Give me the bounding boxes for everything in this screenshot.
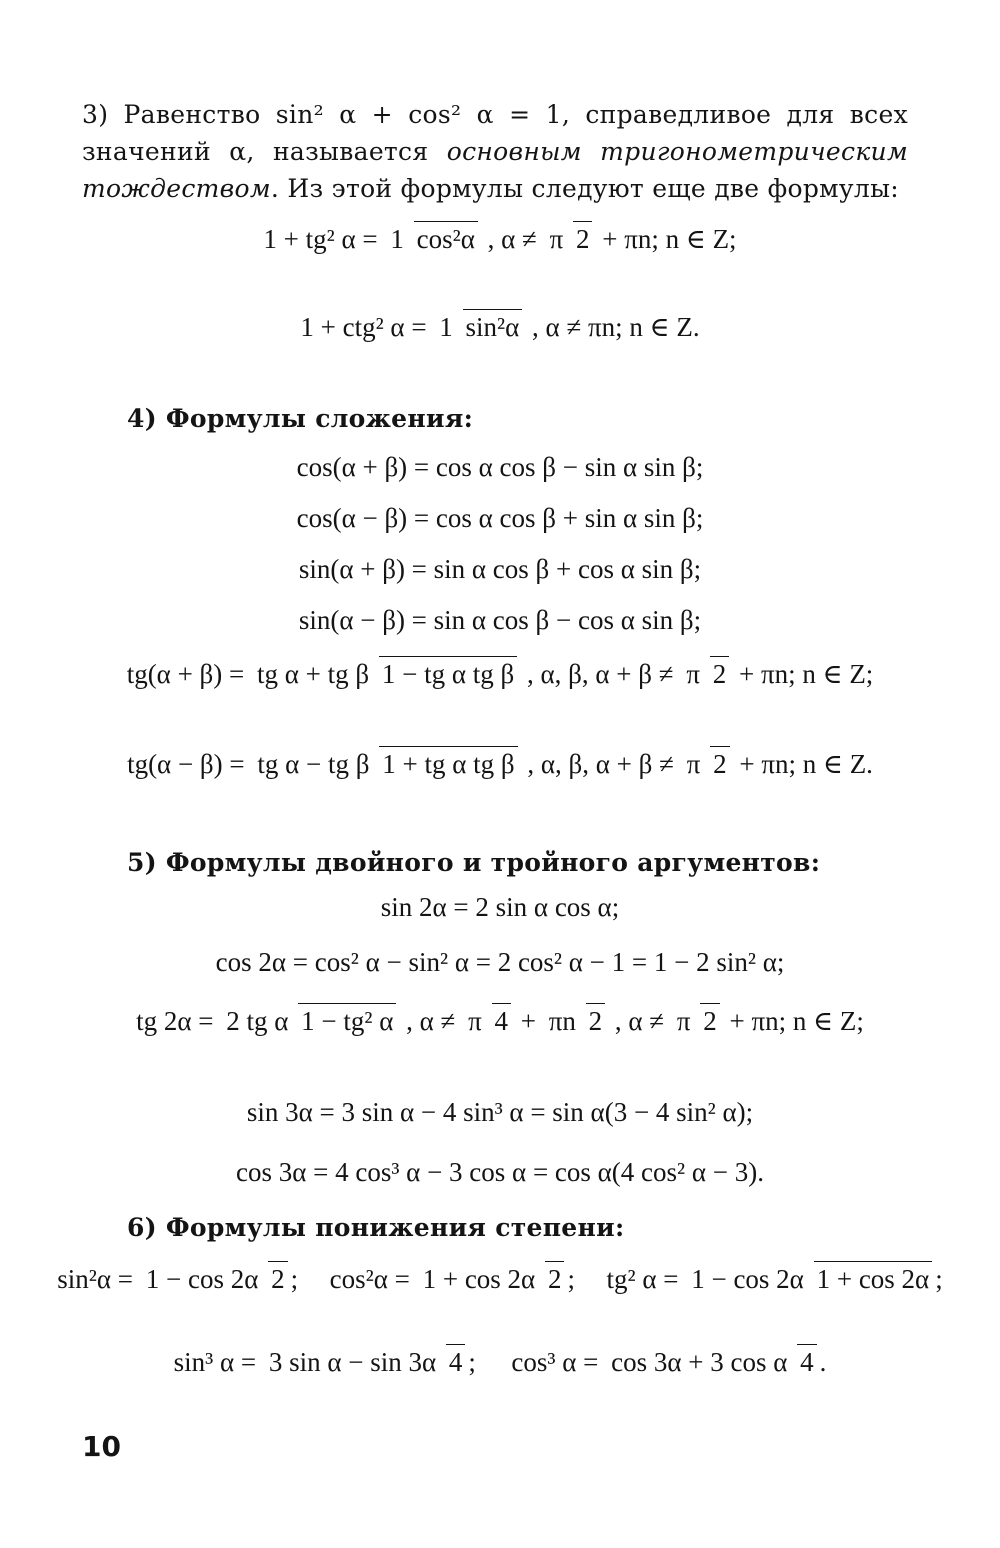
formula-lhs: cos²α = [329,1264,410,1295]
formula-lhs: tg 2α = [136,1006,214,1037]
formula-cos-diff [0,501,1000,534]
denominator: 4 [446,1344,466,1377]
fraction [547,224,593,255]
formula-text: sin(α + β) = sin α cos β + cos α sin β; [298,554,702,585]
fraction [674,1006,720,1037]
denominator: 1 + cos 2α [814,1261,933,1294]
formula-text: cos 3α = 4 cos³ α − 3 cos α = cos α(4 cos² α − 3). [235,1157,765,1188]
numerator: π [549,224,564,255]
fraction [254,659,517,690]
section-heading-addition: 4) Формулы сложения: [127,404,474,433]
condition: + πn; n ∈ Z; [729,1006,864,1037]
formula-power-row-2 [0,1345,1000,1378]
denominator: 2 [710,746,730,779]
denominator: 4 [492,1003,512,1036]
formula-tg-double [0,1004,1000,1037]
page-number: 10 [82,1430,121,1463]
fraction [420,1264,565,1295]
numerator: 1 − cos 2α [691,1264,804,1295]
intro-text-2: , справедливое для всех значений α, называется [82,100,908,166]
condition: , α ≠ πn; n ∈ Z. [532,312,700,343]
numerator: πn [548,1006,576,1037]
denominator: cos²α [414,221,478,254]
fraction [683,659,729,690]
formula-lhs: 1 + tg² α = [263,224,378,255]
formula-tg-sum [0,657,1000,690]
denominator: 2 [545,1261,565,1294]
formula-lhs: 1 + ctg² α = [300,312,427,343]
formula-sin-sum [0,552,1000,585]
formula-text: cos(α + β) = cos α cos β − sin α sin β; [296,452,704,483]
numerator: tg α − tg β [257,749,370,780]
condition: , α ≠ [487,224,537,255]
numerator: 3 sin α − sin 3α [268,1347,437,1378]
denominator: sin²α [463,309,523,342]
denominator: 1 − tg α tg β [379,656,517,689]
formula-ctg-squared [0,310,1000,343]
separator: ; [567,1264,575,1295]
formula-text: sin(α − β) = sin α cos β − cos α sin β; [298,605,702,636]
condition: , α, β, α + β ≠ [527,749,674,780]
fraction [436,312,522,343]
denominator: 2 [573,221,593,254]
numerator: π [686,749,701,780]
intro-text-3: . Из этой формулы следуют еще две формулы: [270,174,900,203]
denominator: 4 [797,1344,817,1377]
formula-sin-double [0,890,1000,923]
fraction [546,1006,605,1037]
fraction [387,224,477,255]
condition: + πn; n ∈ Z; [738,659,874,690]
fraction [465,1006,511,1037]
formula-cos-triple [0,1155,1000,1188]
formula-lhs: sin²α = [57,1264,133,1295]
fraction [254,749,517,780]
denominator: 1 − tg² α [298,1003,396,1036]
numerator: 1 [390,224,404,255]
formula-lhs: sin³ α = [173,1347,257,1378]
numerator: 1 [439,312,453,343]
denominator: 2 [700,1003,720,1036]
condition: + πn; n ∈ Z. [739,749,873,780]
formula-text: sin 2α = 2 sin α cos α; [380,892,620,923]
formula-lhs: cos³ α = [511,1347,599,1378]
condition: + πn; n ∈ Z; [602,224,737,255]
condition: , α, β, α + β ≠ [527,659,674,690]
formula-sin-triple [0,1095,1000,1128]
denominator: 2 [586,1003,606,1036]
fraction [143,1264,288,1295]
denominator: 2 [268,1261,288,1294]
fraction [608,1347,817,1378]
numerator: 1 − cos 2α [145,1264,259,1295]
formula-sin-diff [0,603,1000,636]
formula-tg-diff [0,747,1000,780]
separator: ; [468,1347,476,1378]
formula-cos-double [0,945,1000,978]
separator: . [819,1347,827,1378]
formula-lhs: tg(α + β) = [126,659,245,690]
formula-tg-squared [0,222,1000,255]
numerator: π [686,659,700,690]
fraction [688,1264,932,1295]
separator: ; [935,1264,943,1295]
identity-term: основным тригонометрическим тождеством [82,137,908,203]
formula-cos-sum [0,450,1000,483]
numerator: 2 tg α [226,1006,289,1037]
numerator: tg α + tg β [257,659,370,690]
numerator: 1 + cos 2α [422,1264,536,1295]
numerator: π [468,1006,482,1037]
fraction [223,1006,396,1037]
section-heading-power-reduction: 6) Формулы понижения степени: [127,1213,625,1242]
formula-lhs: tg² α = [606,1264,679,1295]
intro-text-1: 3) Равенство [82,100,261,129]
fraction [266,1347,466,1378]
plus-sign: + [520,1006,536,1037]
formula-text: sin 3α = 3 sin α − 4 sin³ α = sin α(3 − 4 sin² α); [246,1097,754,1128]
denominator: 1 + tg α tg β [379,746,517,779]
fraction [684,749,730,780]
condition: , α ≠ [614,1006,665,1037]
separator: ; [290,1264,299,1295]
formula-text: cos(α − β) = cos α cos β + sin α sin β; [296,503,704,534]
denominator: 2 [710,656,730,689]
formula-power-row-1 [0,1262,1000,1295]
formula-lhs: tg(α − β) = [127,749,245,780]
identity-formula-inline: sin² α + cos² α = 1 [275,100,562,129]
condition: , α ≠ [406,1006,456,1037]
identity-paragraph [82,96,908,207]
numerator: cos 3α + 3 cos α [611,1347,788,1378]
section-heading-double-triple: 5) Формулы двойного и тройного аргументов: [127,848,821,877]
numerator: π [676,1006,691,1037]
formula-text: cos 2α = cos² α − sin² α = 2 cos² α − 1 = 1 − 2 sin² α; [215,947,785,978]
